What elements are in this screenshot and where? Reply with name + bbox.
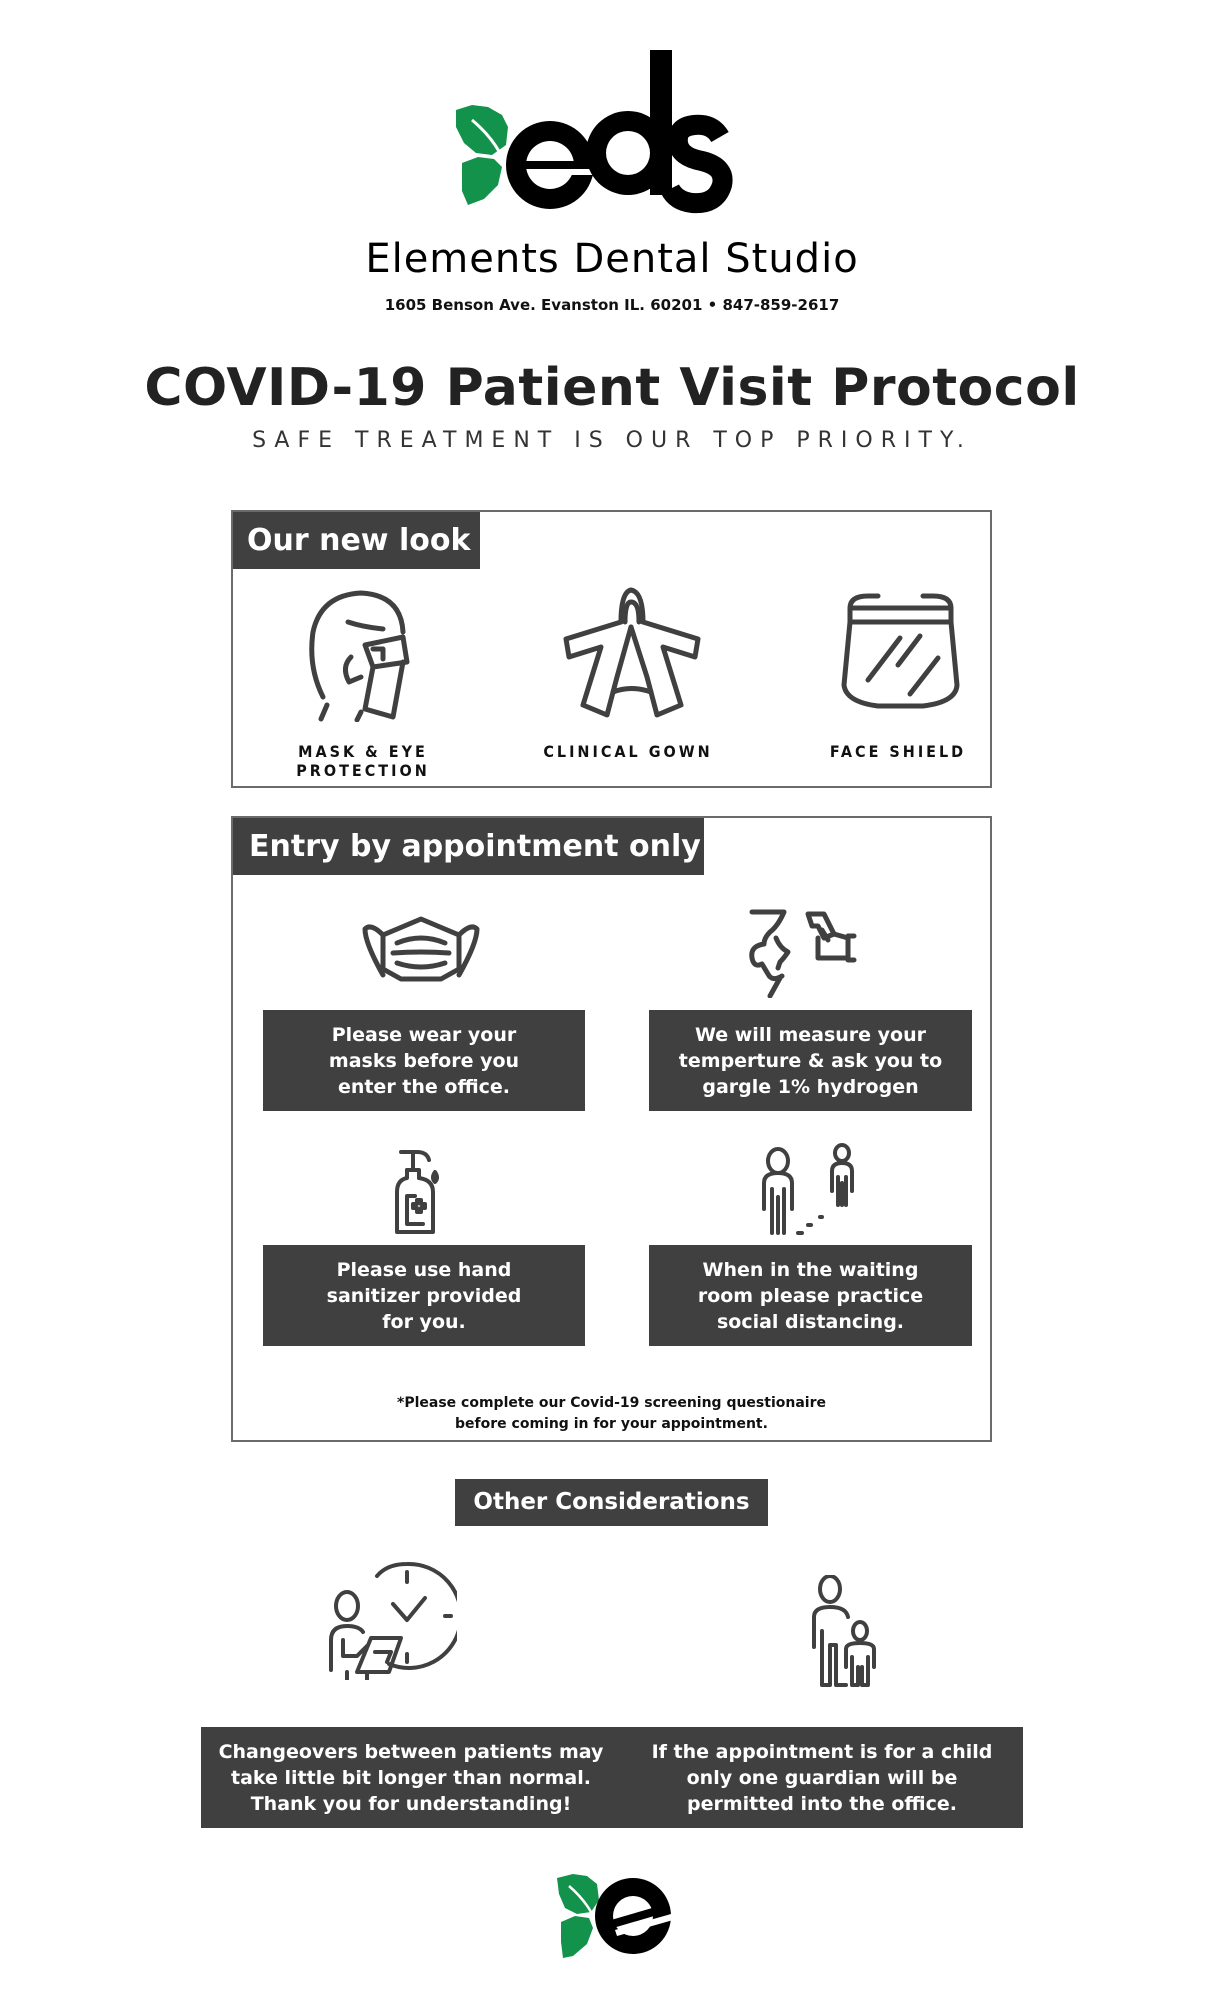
entry-title: Entry by appointment only xyxy=(233,818,704,875)
other-considerations-title: Other Considerations xyxy=(455,1479,768,1526)
new-look-title: Our new look xyxy=(233,512,480,569)
other-card-2: If the appointment is for a child only one guardian will be permitted into the office. xyxy=(651,1740,993,1815)
guardian-child-icon xyxy=(808,1575,883,1690)
entry-card-2: We will measure your temperture & ask you to gargle 1% hydrogen xyxy=(649,1010,972,1111)
entry-card-3: Please use hand sanitizer provided for you. xyxy=(263,1245,585,1346)
face-mask-icon xyxy=(361,913,481,983)
eds-footer-logo xyxy=(555,1872,675,1962)
new-look-label-1: MASK & EYE PROTECTION xyxy=(296,742,430,780)
hand-sanitizer-icon xyxy=(393,1148,453,1238)
new-look-label-2: CLINICAL GOWN xyxy=(543,742,713,761)
entry-section xyxy=(231,816,992,1442)
new-look-label-3: FACE SHIELD xyxy=(829,742,967,761)
social-distancing-icon xyxy=(758,1143,868,1238)
entry-card-4: When in the waiting room please practice social distancing. xyxy=(649,1245,972,1346)
entry-footnote: *Please complete our Covid-19 screening questionaire before coming in for your appointment. xyxy=(397,1395,826,1432)
new-look-section xyxy=(231,510,992,788)
studio-address: 1605 Benson Ave. Evanston IL. 60201 • 847-859-2617 xyxy=(384,296,840,314)
face-shield-icon xyxy=(838,590,963,715)
page-title: COVID-19 Patient Visit Protocol xyxy=(144,358,1080,418)
mask-eye-protection-icon xyxy=(303,587,423,722)
clinical-gown-icon xyxy=(561,587,701,722)
waiting-clock-icon xyxy=(327,1560,457,1680)
eds-logo xyxy=(450,45,740,220)
page-tagline: SAFE TREATMENT IS OUR TOP PRIORITY. xyxy=(252,428,972,453)
other-card-1: Changeovers between patients may take little bit longer than normal. Thank you for understanding! xyxy=(218,1740,604,1815)
other-considerations-band xyxy=(201,1727,1023,1828)
studio-name: Elements Dental Studio xyxy=(365,236,859,282)
entry-card-1: Please wear your masks before you enter the office. xyxy=(263,1010,585,1111)
thermometer-icon xyxy=(748,908,858,998)
